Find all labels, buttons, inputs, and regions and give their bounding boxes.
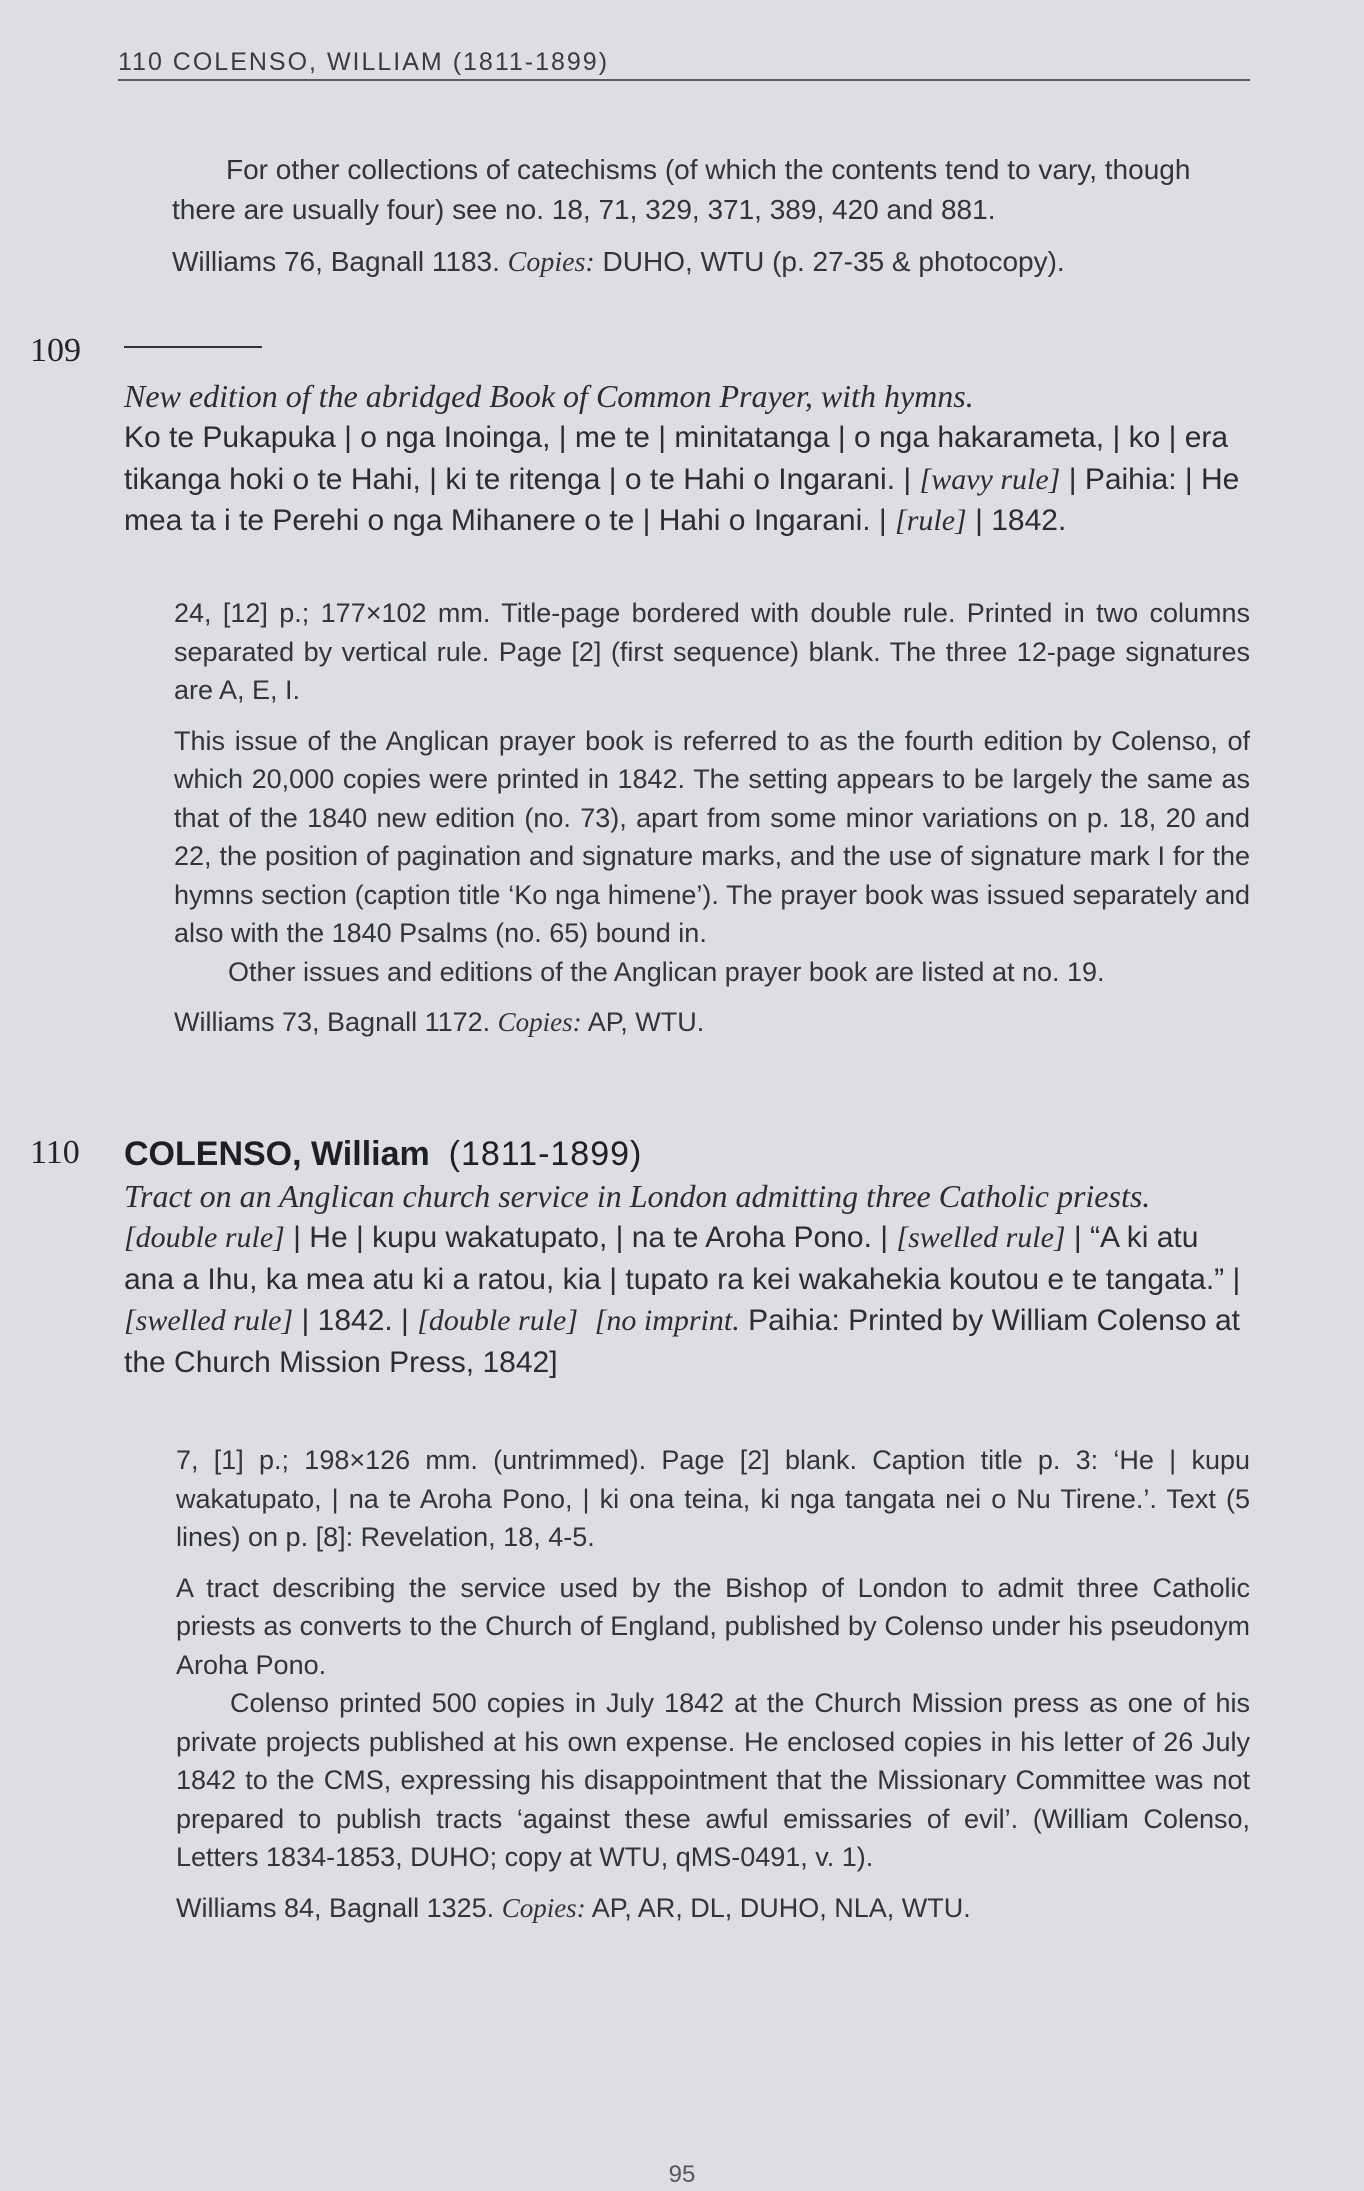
entry-109-physical: 24, [12] p.; 177×102 mm. Title-page bordered with double rule. Printed in two columns separated by vertical rule. Page [2] (first sequence) blank. The three 12-page signatures are A, E, I. bbox=[174, 598, 1250, 705]
entry-109-references bbox=[174, 1003, 1250, 1042]
entry-number-109: 109 bbox=[30, 332, 81, 369]
header-rule bbox=[118, 79, 1250, 81]
transcription-italic: [double rule] bbox=[417, 1304, 579, 1337]
transcription-text: Ko te Pukapuka | o nga Inoinga, | me te | minitatanga | o nga hakarameta, | ko | era tikanga hoki o te Hahi, | ki te ritenga | o te Hahi o Ingarani. | bbox=[124, 421, 1229, 496]
entry-109-note-2: Other issues and editions of the Anglican prayer book are listed at no. 19. bbox=[228, 956, 1105, 987]
transcription-italic: [rule] bbox=[895, 504, 967, 537]
entry-110-references bbox=[176, 1889, 1250, 1928]
entry-110-note: A tract describing the service used by the Bishop of London to admit three Catholic priests as converts to the Church of England, published by Colenso under his pseudonym Aroha Pono. bbox=[176, 1572, 1250, 1680]
transcription-text: Paihia: Printed by William Colenso at the Church Mission Press, 1842] bbox=[124, 1304, 1240, 1379]
entry-109-italic-title: New edition of the abridged Book of Common Prayer, with hymns. bbox=[124, 378, 974, 414]
entry-110-copies-label: Copies: bbox=[501, 1892, 586, 1923]
intro-section bbox=[172, 150, 1250, 283]
transcription-italic: [double rule] bbox=[124, 1221, 285, 1254]
transcription-italic: [swelled rule] bbox=[124, 1304, 294, 1337]
entry-110-physical: 7, [1] p.; 198×126 mm. (untrimmed). Page [2] blank. Caption title p. 3: ‘He | kupu wakatupato, | na te Aroha Pono, | ki ona teina, ki nga tangata nei o Nu Tirene.’. Text (5 lines) on p. [8]: Revelation, 18, 4-5. bbox=[176, 1445, 1250, 1552]
entry-109-copies: AP, WTU. bbox=[587, 1007, 705, 1037]
entry-110-italic-title: Tract on an Anglican church service in London admitting three Catholic priests. bbox=[124, 1178, 1151, 1214]
entry-110-copies: AP, AR, DL, DUHO, NLA, WTU. bbox=[591, 1892, 971, 1923]
entry-110-heading bbox=[124, 1133, 1250, 1175]
intro-paragraph: For other collections of catechisms (of which the contents tend to vary, though there are usually four) see no. 18, 71, 329, 371, 389, 420 and 881. bbox=[172, 154, 1191, 225]
transcription-text: | 1842. | bbox=[301, 1304, 409, 1337]
transcription-text: | “A ki atu ana a Ihu, ka mea atu ki a ratou, kia | tupato ra kei wakahekia koutou e te tangata.” | bbox=[124, 1221, 1241, 1296]
entry-110-dates: (1811-1899) bbox=[448, 1135, 643, 1173]
entry-109-details bbox=[174, 594, 1250, 1042]
intro-refs: Williams 76, Bagnall 1183. bbox=[172, 246, 500, 277]
entry-110-details bbox=[176, 1441, 1250, 1927]
entry-110-note-2: Colenso printed 500 copies in July 1842 at the Church Mission press as one of his private projects published at his own expense. He enclosed copies in his letter of 26 July 1842 to the CMS, expressing his disappointment that the Missionary Committee was not prepared to publish tracts ‘against these awful emissaries of evil’. (William Colenso, Letters 1834-1853, DUHO; copy at WTU, qMS-0491, v. 1). bbox=[176, 1688, 1250, 1872]
intro-copies: DUHO, WTU (p. 27-35 & photocopy). bbox=[602, 246, 1065, 277]
entry-110-refs: Williams 84, Bagnall 1325. bbox=[176, 1892, 495, 1923]
running-head: 110 COLENSO, WILLIAM (1811-1899) bbox=[118, 48, 610, 76]
intro-copies-label: Copies: bbox=[507, 247, 595, 278]
transcription-text: | 1842. bbox=[975, 504, 1067, 537]
entry-110-transcription bbox=[124, 1217, 1250, 1383]
page-number: 95 bbox=[668, 2161, 696, 2188]
intro-references bbox=[172, 242, 1250, 283]
transcription-italic: [wavy rule] bbox=[919, 462, 1061, 496]
entry-109-note: This issue of the Anglican prayer book is referred to as the fourth edition by Colenso, of which 20,000 copies were printed in 1842. The setting appears to be largely the same as that of the 1840 new edition (no. 73), apart from some minor variations on p. 18, 20 and 22, the position of pagination and signature marks, and the use of signature mark I for the hymns section (caption title ‘Ko nga himene’). The prayer book was issued separately and also with the 1840 Psalms (no. 65) bound in. bbox=[174, 725, 1250, 948]
entry-110-title-block bbox=[124, 1133, 1250, 1383]
entry-number-110: 110 bbox=[30, 1134, 80, 1171]
transcription-italic: [no imprint. bbox=[594, 1304, 740, 1337]
entry-110-author: COLENSO, William bbox=[124, 1135, 430, 1173]
transcription-text: | Paihia: | He mea ta i te Perehi o nga Mihanere o te | Hahi o Ingarani. | bbox=[124, 462, 1240, 537]
transcription-text: | He | kupu wakatupato, | na te Aroha Pono. | bbox=[293, 1221, 889, 1254]
entry-109-transcription bbox=[124, 417, 1250, 542]
transcription-italic: [swelled rule] bbox=[896, 1221, 1066, 1254]
ditto-dash bbox=[124, 346, 262, 348]
entry-109-refs: Williams 73, Bagnall 1172. bbox=[174, 1007, 491, 1037]
entry-109-copies-label: Copies: bbox=[497, 1007, 582, 1037]
entry-109-title-block bbox=[124, 375, 1250, 542]
